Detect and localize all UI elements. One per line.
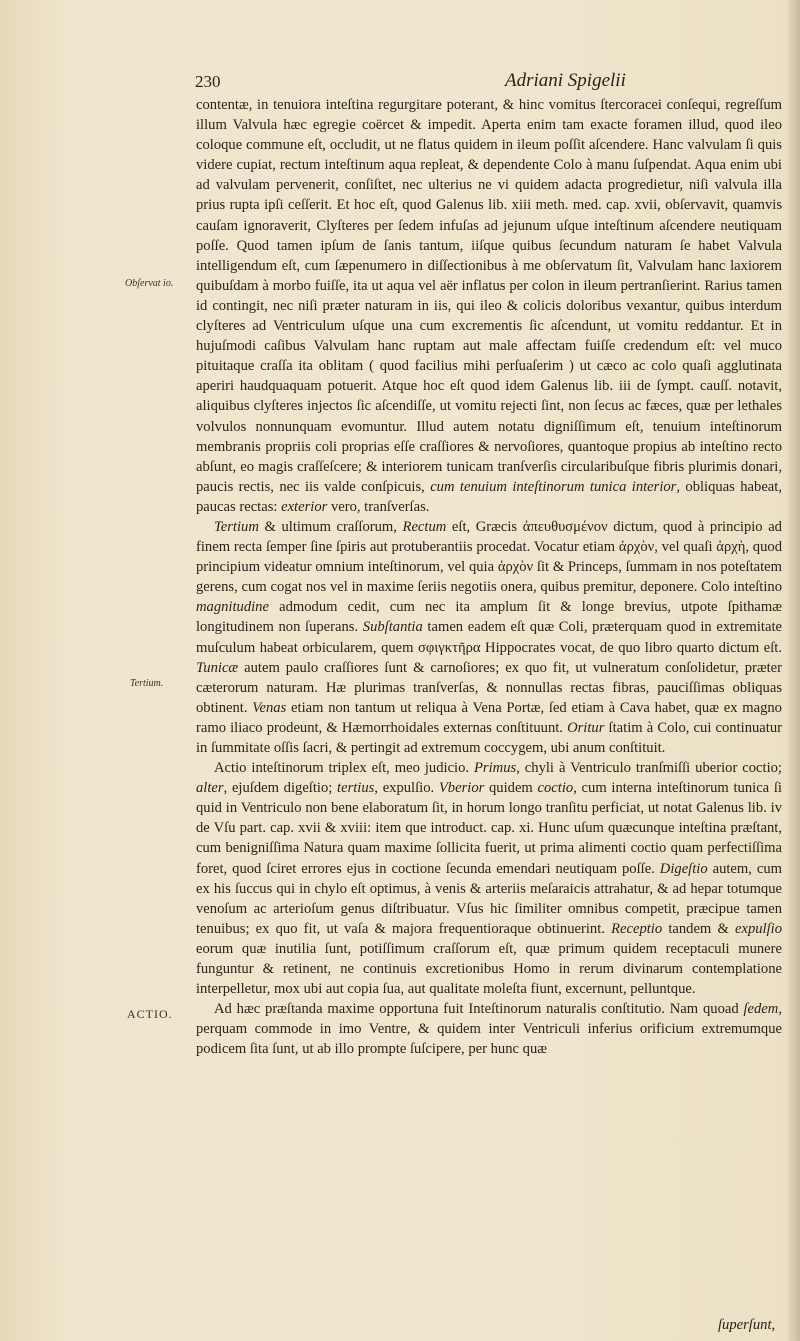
text-segment: , perquam commode in imo Ventre, & quidem inter Ventriculi inferius orificium extremumque podicem ſita ſunt, ut ab illo prompte ſuſcipere, per hunc quæ <box>196 1001 782 1058</box>
paragraph-p4 <box>196 999 782 1059</box>
text-segment: exterior <box>281 498 328 515</box>
text-segment: Tunicæ <box>196 659 239 676</box>
text-segment: eorum quæ inutilia ſunt, potiſſimum craſſorum eſt, quæ primum quidem receptaculi munere funguntur & retinent, ne continuis excretionibus Homo in rerum divinarum contemplatione interpelletur, mox ubi aut copia ſua, aut qualitate moleſta fiunt, excernunt, pelluntque. <box>196 940 782 998</box>
text-segment: Rectum <box>402 518 447 535</box>
page-number: 230 <box>195 72 221 91</box>
text-segment: Digeſtio <box>659 860 708 877</box>
text-segment: etiam non tantum ut reliqua à Vena Portæ, ſed etiam à Cava habet, quæ ex magno ramo iliaco prodeunt, & Hæmorrhoidales externas conſtituunt. <box>196 699 782 736</box>
text-segment: tamen eadem eſt quæ Coli, præterquam quod in extremitate muſculum habeat orbicularem, quem σφιγκτῆρα Hippocrates vocat, de quo libro quarto dictum eſt. <box>196 619 782 656</box>
text-segment: Receptio <box>611 920 663 937</box>
text-segment: ſedem <box>743 1001 779 1018</box>
text-segment: eſt, Græcis ἀπευθυσμένον dictum, quod à principio ad finem recta ſemper ſine ſpiris aut protuberantiis procedat. Vocatur etiam ἀρχὸν, vel quaſi ἀρχὴ, quod principium videatur omnium inteſtinorum, vel quia ἀρχὸν ſit & Princeps, ſummam in nos poteſtatem gerens, cum cogat nos vel in maxime ſeriis negotiis onera, quibus premitur, deponere. Colo inteſtino <box>196 518 782 596</box>
margin-note-actio: ACTIO. <box>127 1007 173 1021</box>
body-text <box>196 95 782 1060</box>
paragraph-p1 <box>196 95 782 517</box>
catchword: ſuperſunt, <box>718 1317 776 1333</box>
text-segment: , chyli à Ventriculo tranſmiſſi uberior coctio; <box>516 760 782 777</box>
text-segment: coctio <box>537 780 574 797</box>
text-segment: Subſtantia <box>362 619 423 636</box>
text-segment: Tertium <box>214 518 259 535</box>
text-segment: & ultimum craſſorum, <box>258 518 403 535</box>
text-segment: alter <box>196 780 224 797</box>
paragraph-p3 <box>196 758 782 999</box>
text-segment: expulſio <box>734 920 782 937</box>
text-segment: quidem <box>484 780 538 797</box>
text-segment: inteſtinorum triplex eſt, meo judicio. <box>246 760 475 777</box>
text-segment: Vberior <box>438 780 485 797</box>
text-segment: Oritur <box>567 719 605 736</box>
text-segment: contentæ, in tenuiora inteſtina regurgitare poterant, & hinc vomitus ſtercoracei conſequi, regreſſum illum Valvula hæc egregie coërcet & impedit. Aperta enim tam exacte foramen illud, quod ileo coloque commune eſt, occludit, ut ne flatus quidem in ileum poſſit aſcendere. Hanc valvulam ſi quis videre cupiat, rectum inteſtinum aqua repleat, & dependente Colo à manu ſuſpendat. Aqua enim ubi ad valvulam pervenerit, conſiſtet, nec ulterius ne vi quidem adacta progredietur, niſi valvula illa prius rupta ipſi ceſſerit. Et hoc eſt, quod Galenus lib. xiii meth. med. cap. xvii, obſervavit, quamvis cauſam ignoraverit, Clyſteres per ſedem infuſas ad jejunum uſque inteſtinum aſcendere neutiquam poſſe. Quod tamen ipſum de ſanis tantum, iiſque quibus ſecundum naturam ſe habet Valvula intelligendum eſt, cum ſæpenumero in diſſectionibus à me obſervatum ſit, Valvulam hanc laxiorem quibuſdam à morbo fuiſſe, ita ut aqua vel aër inflatus per colon in ileum pertranſierint. Rarius tamen id contingit, nec niſi præter naturam in iis, qui ileo & colicis doloribus vexantur, quibus interdum clyſteres ad Ventriculum uſque una cum excrementis ſic aſcendunt, ut vomitu reddantur. Et in hujuſmodi caſibus Valvulam hanc ruptam aut male affectam fuiſſe credendum eſt: vel muco pituitaque craſſa ita oblitam ( quod facilius mihi perſuaſerim ) ut cæco ac colo quaſi agglutinata aperiri haudquaquam potuerit. Atque hoc eſt quod idem Galenus lib. iii de ſympt. cauſſ. notavit, aliquibus clyſteres injectos ſic aſcendiſſe, ut vomitu rejecti ſint, non ſecus ac fæces, quæ per lethales volvulos nonnunquam evomuntur. Illud autem notatu digniſſimum eſt, tenuium inteſtinorum membranis propriis coli proprias eſſe craſſiores & nervoſiores, quantoque propius ab inteſtino recto abſunt, eo magis craſſeſcere; & interiorem tunicam tranſverſis circularibuſque fibris plurimis donari, paucis rectis, nec iis valde conſpicuis, <box>196 97 782 495</box>
text-segment: ſtatim à Colo, cui continuatur in ſummitate oſſis ſacri, & pertingit ad extremum coccygem, ubi anum conſtituit. <box>196 719 782 756</box>
text-segment: Primus <box>474 760 517 777</box>
text-segment: admodum cedit, cum nec ita amplum ſit & longe brevius, utpote ſpithamæ longitudinem non ſuperans. <box>196 599 782 636</box>
text-segment: Actio <box>214 760 247 777</box>
page-edge-shadow <box>786 0 800 1341</box>
text-segment: , cum interna inteſtinorum tunica ſi quid in Ventriculo non bene elaboratum ſit, in horum longo tranſitu perficiat, ut notat Galenus lib. iv de Vſu part. cap. xvii & xviii: item que introduct. cap. xi. Hunc uſum quæcunque inteſtina præſtant, cum benigniſſima Natura quam maxime ſollicita fuerit, ut prima alimenti coctio quam perfectiſſima foret, quod ſciret errores ejus in coctione ſecunda emendari neutiquam poſſe. <box>196 780 782 877</box>
text-segment: magnitudine <box>196 599 269 616</box>
text-segment: vero, tranſverſas. <box>327 498 430 515</box>
text-segment: Venas <box>252 699 287 716</box>
text-segment: Ad hæc præſtanda maxime opportuna fuit Inteſtinorum naturalis conſtitutio. Nam quoad <box>214 1001 744 1018</box>
text-segment: autem paulo craſſiores ſunt & carnoſiores; ex quo fit, ut vulneratum conſolidetur, præter cæterorum naturam. Hæ plurimas tranſverſas, & nonnullas rectas fibras, pauciſſimas obliquas obtinent. <box>196 659 782 716</box>
text-segment: , ejuſdem digeſtio; <box>223 780 338 797</box>
text-segment: autem, cum ex his ſuccus qui in chylo eſt optimus, à venis & arteriis meſaraicis attrahatur, & ad hepar totumque venoſum ac arterioſum genus diſtribuatur. Vſus hic ſimiliter omnibus competit, præcipue tamen tenuibus; ex quo fit, ut vaſa & majora frequentioraque obtinuerint. <box>196 860 782 937</box>
margin-note-tertium: Tertium. <box>130 678 164 689</box>
running-head: Adriani Spigelii <box>505 70 626 91</box>
paragraph-p2 <box>196 517 782 758</box>
text-segment: , obliquas habeat, paucas rectas: <box>196 478 782 515</box>
text-segment: tertius <box>337 780 375 797</box>
text-segment: , expulſio. <box>374 780 439 797</box>
text-segment: cum tenuium inteſtinorum tunica interior <box>430 478 677 495</box>
text-segment: tandem & <box>662 920 735 937</box>
margin-note-observatio: Obſervat io. <box>125 278 174 289</box>
